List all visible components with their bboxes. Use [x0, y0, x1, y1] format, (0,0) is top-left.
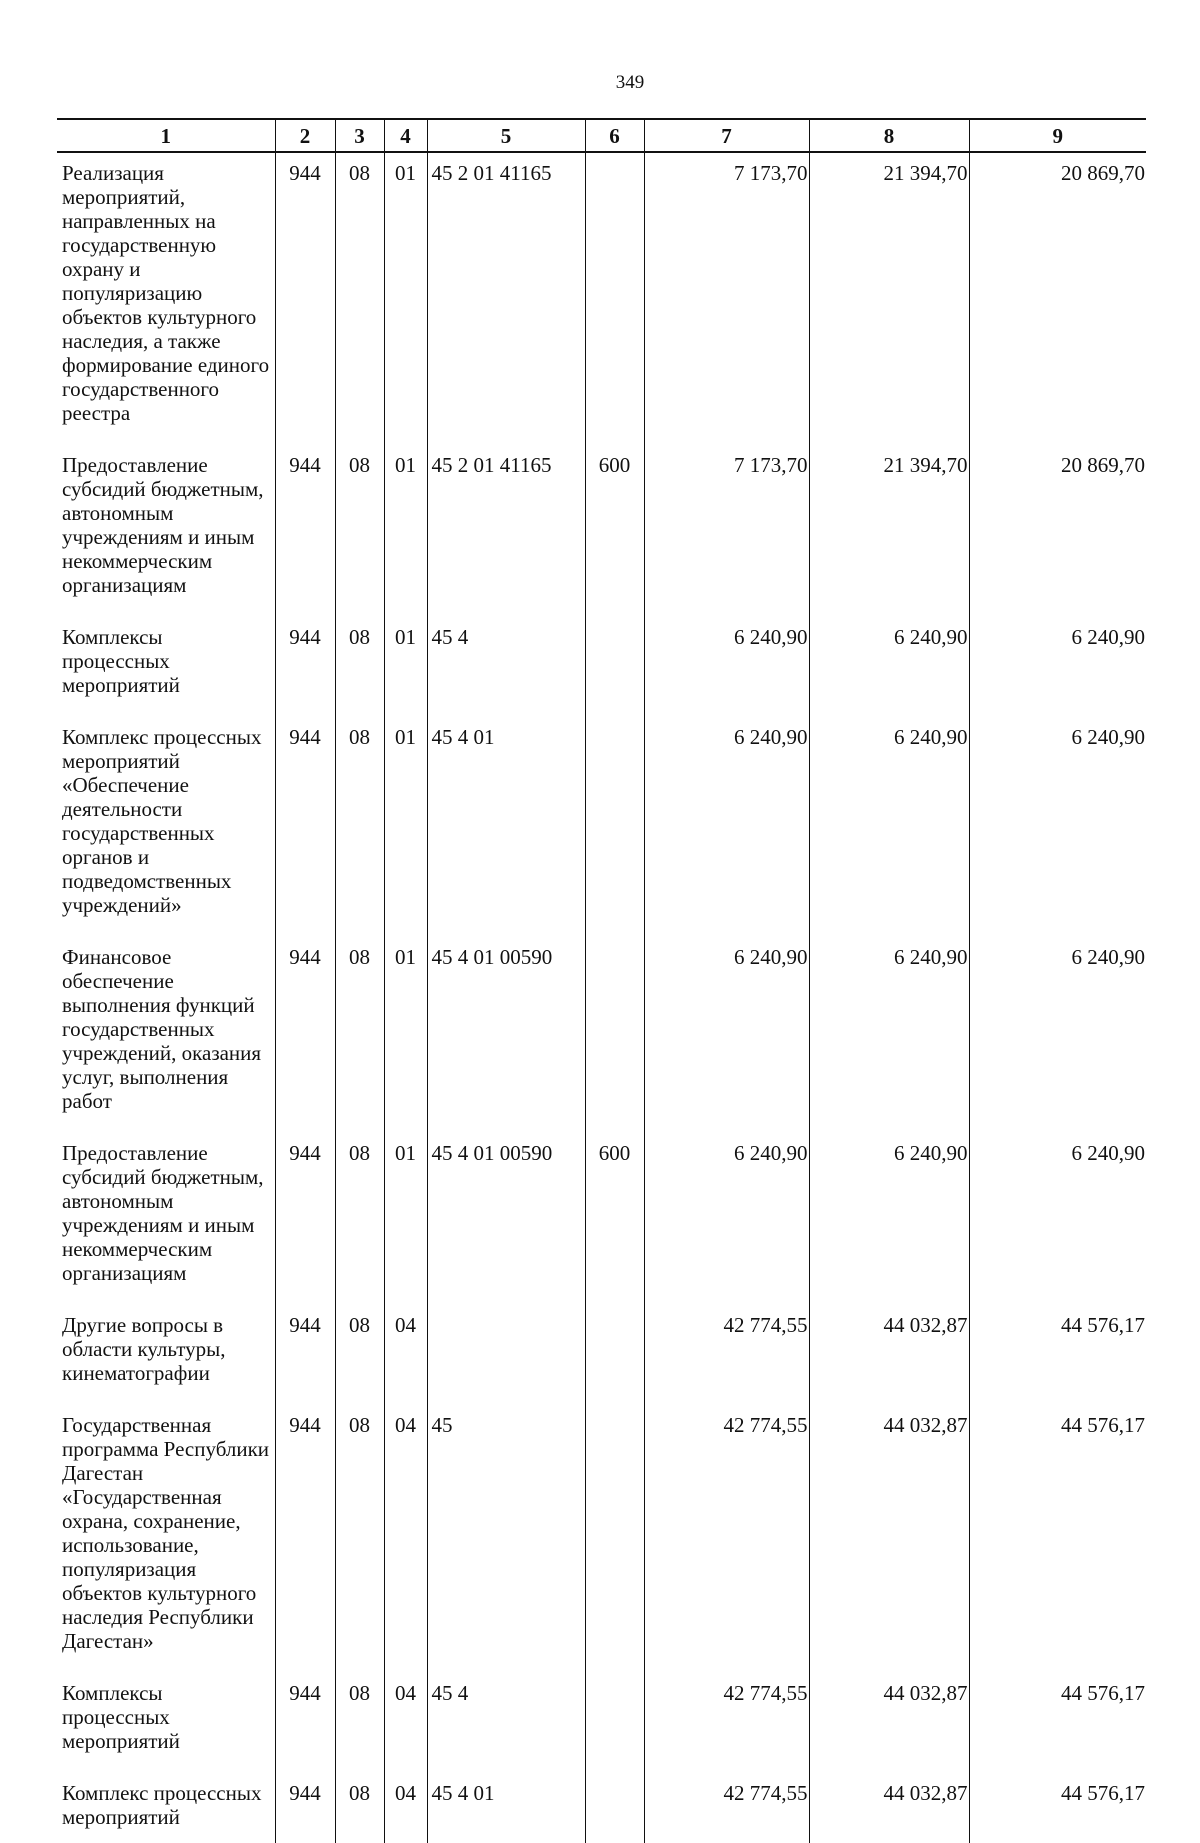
- row-amount-col8: 44 032,87: [809, 1673, 969, 1773]
- row-expense-type: [585, 1405, 644, 1673]
- row-name: Комплексы процессных мероприятий: [62, 1681, 180, 1753]
- header-col-8: 8: [809, 119, 969, 152]
- row-amount-col9: 44 576,17: [969, 1673, 1146, 1773]
- table-row: [57, 445, 1146, 617]
- row-subsection-code: 01: [384, 152, 427, 445]
- row-name: Государственная программа Республики Дагестан «Государственная охрана, сохранение, использование, популяризация объектов культурного наследия Республики Дагестан»: [62, 1413, 270, 1653]
- row-section-code: 08: [335, 152, 384, 445]
- row-expense-type: [585, 937, 644, 1133]
- header-col-1: 1: [57, 119, 275, 152]
- row-expense-type: 600: [585, 1133, 644, 1305]
- row-subsection-code: 01: [384, 1133, 427, 1305]
- row-amount-col8: 44 032,87: [809, 1405, 969, 1673]
- header-col-6: 6: [585, 119, 644, 152]
- row-target-code: 45: [427, 1405, 585, 1673]
- row-amount-col8: 44 032,87: [809, 1773, 969, 1843]
- table-header-row: [57, 119, 1146, 152]
- row-amount-col7: 42 774,55: [644, 1305, 809, 1405]
- page-number: 349: [615, 72, 645, 93]
- table-row: [57, 1405, 1146, 1673]
- row-section-code: 08: [335, 1405, 384, 1673]
- row-subsection-code: 04: [384, 1305, 427, 1405]
- row-amount-col8: 6 240,90: [809, 1133, 969, 1305]
- row-ministry-code: 944: [275, 717, 335, 937]
- row-amount-col7: 6 240,90: [644, 717, 809, 937]
- header-col-5: 5: [427, 119, 585, 152]
- row-ministry-code: 944: [275, 617, 335, 717]
- header-col-7: 7: [644, 119, 809, 152]
- row-name: Другие вопросы в области культуры, кинематографии: [62, 1313, 226, 1385]
- row-target-code: 45 4 01 00590: [427, 1133, 585, 1305]
- budget-table-wrapper: [57, 118, 1146, 1843]
- row-subsection-code: 01: [384, 937, 427, 1133]
- row-amount-col7: 42 774,55: [644, 1773, 809, 1843]
- row-amount-col7: 6 240,90: [644, 617, 809, 717]
- row-amount-col8: 44 032,87: [809, 1305, 969, 1405]
- table-row: [57, 1673, 1146, 1773]
- row-name: Финансовое обеспечение выполнения функций государственных учреждений, оказания услуг, выполнения работ: [62, 945, 262, 1113]
- row-section-code: 08: [335, 937, 384, 1133]
- row-subsection-code: 04: [384, 1405, 427, 1673]
- row-target-code: 45 4 01: [427, 717, 585, 937]
- row-ministry-code: 944: [275, 937, 335, 1133]
- row-subsection-code: 01: [384, 717, 427, 937]
- row-section-code: 08: [335, 1305, 384, 1405]
- row-name: Комплекс процессных мероприятий: [62, 1781, 262, 1829]
- row-ministry-code: 944: [275, 152, 335, 445]
- row-ministry-code: 944: [275, 1405, 335, 1673]
- row-expense-type: [585, 717, 644, 937]
- table-row: [57, 717, 1146, 937]
- row-expense-type: 600: [585, 445, 644, 617]
- row-amount-col9: 20 869,70: [969, 152, 1146, 445]
- row-target-code: 45 2 01 41165: [427, 445, 585, 617]
- table-row: [57, 1773, 1146, 1843]
- budget-table: [57, 118, 1146, 1843]
- row-name: Комплекс процессных мероприятий «Обеспечение деятельности государственных органов и подведомственных учреждений»: [62, 725, 262, 917]
- row-ministry-code: 944: [275, 1673, 335, 1773]
- header-col-9: 9: [969, 119, 1146, 152]
- row-target-code: 45 4: [427, 617, 585, 717]
- row-amount-col9: 6 240,90: [969, 717, 1146, 937]
- row-target-code: [427, 1305, 585, 1405]
- row-amount-col7: 6 240,90: [644, 1133, 809, 1305]
- row-amount-col9: 44 576,17: [969, 1405, 1146, 1673]
- row-expense-type: [585, 1673, 644, 1773]
- row-ministry-code: 944: [275, 1773, 335, 1843]
- row-section-code: 08: [335, 1133, 384, 1305]
- row-amount-col9: 44 576,17: [969, 1773, 1146, 1843]
- header-col-4: 4: [384, 119, 427, 152]
- table-row: [57, 1305, 1146, 1405]
- row-name: Комплексы процессных мероприятий: [62, 625, 180, 697]
- row-section-code: 08: [335, 445, 384, 617]
- row-ministry-code: 944: [275, 1133, 335, 1305]
- row-subsection-code: 01: [384, 445, 427, 617]
- row-expense-type: [585, 1305, 644, 1405]
- row-amount-col8: 6 240,90: [809, 717, 969, 937]
- row-target-code: 45 4 01: [427, 1773, 585, 1843]
- row-amount-col9: 6 240,90: [969, 1133, 1146, 1305]
- row-amount-col8: 21 394,70: [809, 445, 969, 617]
- row-amount-col8: 21 394,70: [809, 152, 969, 445]
- row-amount-col7: 7 173,70: [644, 445, 809, 617]
- table-row: [57, 152, 1146, 445]
- header-col-2: 2: [275, 119, 335, 152]
- row-section-code: 08: [335, 1773, 384, 1843]
- row-name: Предоставление субсидий бюджетным, автономным учреждениям и иным некоммерческим организациям: [62, 1141, 264, 1285]
- row-name: Реализация мероприятий, направленных на государственную охрану и популяризацию объектов культурного наследия, а также формирование единого государственного реестра: [62, 161, 270, 425]
- table-row: [57, 1133, 1146, 1305]
- header-col-3: 3: [335, 119, 384, 152]
- row-section-code: 08: [335, 617, 384, 717]
- row-section-code: 08: [335, 1673, 384, 1773]
- row-subsection-code: 01: [384, 617, 427, 717]
- row-amount-col7: 7 173,70: [644, 152, 809, 445]
- row-amount-col7: 6 240,90: [644, 937, 809, 1133]
- table-row: [57, 937, 1146, 1133]
- row-subsection-code: 04: [384, 1773, 427, 1843]
- row-target-code: 45 2 01 41165: [427, 152, 585, 445]
- row-amount-col7: 42 774,55: [644, 1405, 809, 1673]
- row-expense-type: [585, 617, 644, 717]
- row-amount-col8: 6 240,90: [809, 937, 969, 1133]
- row-amount-col9: 20 869,70: [969, 445, 1146, 617]
- row-amount-col9: 6 240,90: [969, 617, 1146, 717]
- row-target-code: 45 4: [427, 1673, 585, 1773]
- row-amount-col7: 42 774,55: [644, 1673, 809, 1773]
- table-row: [57, 617, 1146, 717]
- row-ministry-code: 944: [275, 445, 335, 617]
- row-subsection-code: 04: [384, 1673, 427, 1773]
- row-target-code: 45 4 01 00590: [427, 937, 585, 1133]
- row-amount-col9: 6 240,90: [969, 937, 1146, 1133]
- row-name: Предоставление субсидий бюджетным, автономным учреждениям и иным некоммерческим организациям: [62, 453, 264, 597]
- row-expense-type: [585, 1773, 644, 1843]
- row-amount-col8: 6 240,90: [809, 617, 969, 717]
- row-expense-type: [585, 152, 644, 445]
- row-ministry-code: 944: [275, 1305, 335, 1405]
- row-section-code: 08: [335, 717, 384, 937]
- row-amount-col9: 44 576,17: [969, 1305, 1146, 1405]
